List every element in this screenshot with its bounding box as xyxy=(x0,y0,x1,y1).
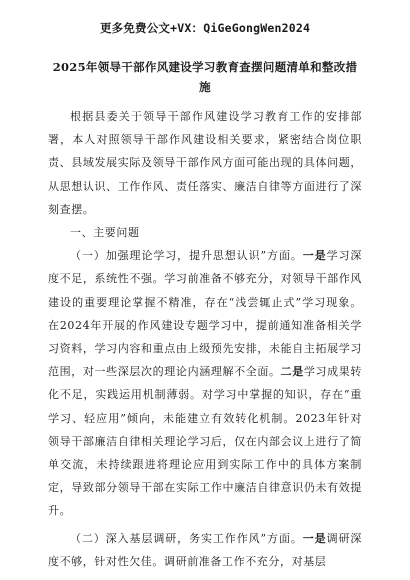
watermark-header: 更多免费公文+VX：QiGeGongWen2024 xyxy=(99,21,311,35)
section-heading-main-problems: 一、主要问题 xyxy=(70,226,140,240)
item-1-paragraph xyxy=(48,244,362,522)
intro-paragraph: 根据县委关于领导干部作风建设学习教育工作的安排部署，本人对照领导干部作风建设相关要求，紧密结合岗位职责、县域发展实际及领导干部作风方面可能出现的具体问题，从思想认识、工作作风、责任落实、廉洁自律等方面进行了深刻查摆。 xyxy=(48,110,362,216)
item-1-first-label: 一是 xyxy=(302,249,327,263)
item-1-second-text: 学习成果转化不足，实践运用机制薄弱。对学习中掌握的知识，存在“重学习、轻应用”倾向，未能建立有效转化机制。2023年针对领导干部廉洁自律相关理论学习后，仅在内部会议上进行了简单交流，未持续跟进将理论应用到实际工作中的具体方案制定，导致部分领导干部在实际工作中廉洁自律意识仍未有效提升。 xyxy=(48,365,363,518)
document-title: 2025年领导干部作风建设学习教育查摆问题清单和整改措施 xyxy=(52,60,358,94)
item-2-paragraph xyxy=(48,527,362,573)
item-2-lead: （二）深入基层调研，务实工作作风”方面。 xyxy=(70,531,303,545)
item-1-first-text: 学习深度不足，系统性不强。学习前准备不够充分，对领导干部作风建设的重要理论掌握不精准，存在“浅尝辄止式”学习现象。在2024年开展的作风建设专题学习中，提前通知准备相关学习资料，学习内容和重点由上级预先安排，未能自主拓展学习范围，对一些深层次的理论内涵理解不全面。 xyxy=(48,249,363,379)
item-1-lead: （一）加强理论学习，提升思想认识”方面。 xyxy=(70,249,303,263)
item-1-second-label: 二是 xyxy=(280,365,304,379)
item-2-first-label: 一是 xyxy=(302,531,327,545)
item-2-first-text: 调研深度不够，针对性欠佳。调研前准备工作不充分，对基层 xyxy=(48,531,363,568)
